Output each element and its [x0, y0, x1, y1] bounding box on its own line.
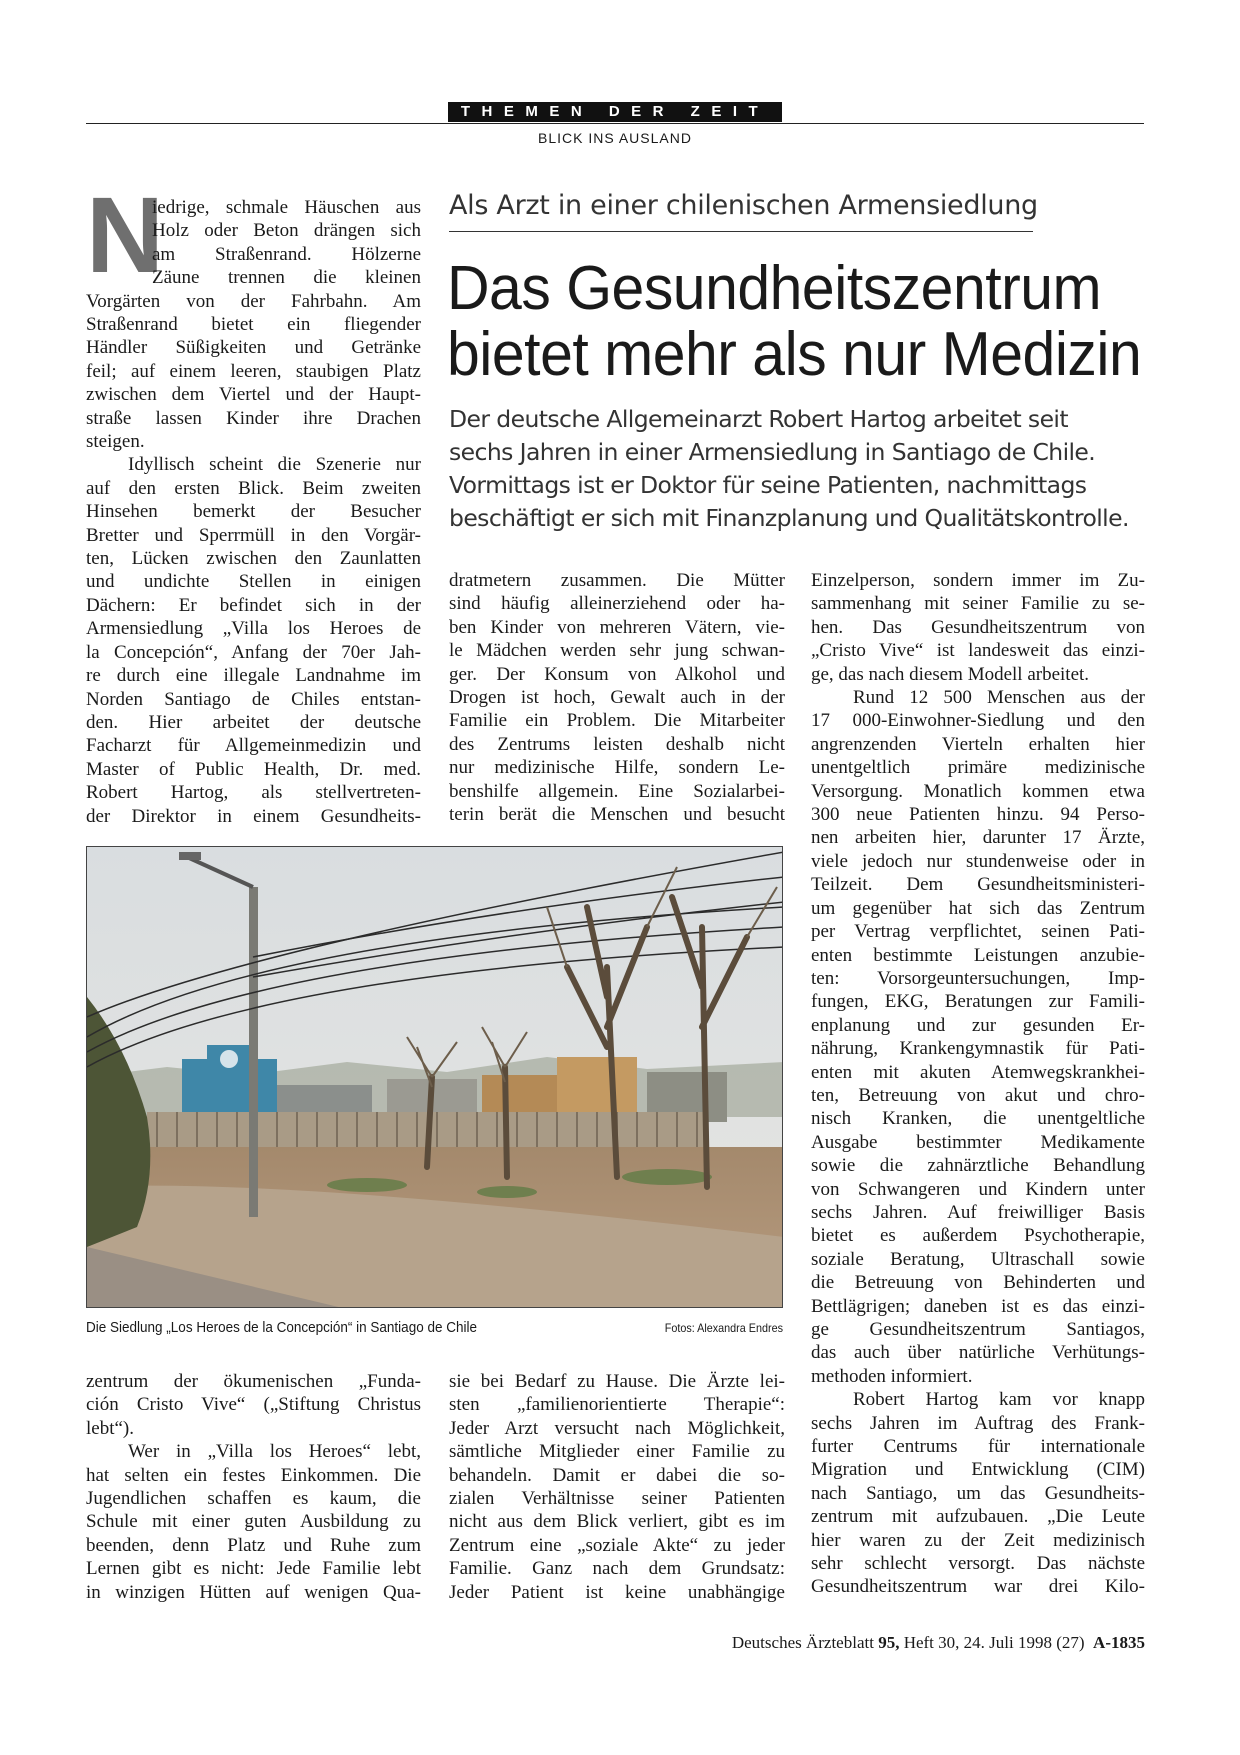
journal-name: Deutsches Ärzteblatt: [731, 1633, 874, 1652]
kicker-rule: [449, 231, 1033, 232]
text-line: in winzigen Hütten auf wenigen Qua-: [86, 1581, 421, 1603]
photo-caption: Die Siedlung „Los Heroes de la Concepción“ in Santiago de Chile: [86, 1319, 477, 1336]
text-line: Robert Hartog kam vor knapp: [853, 1389, 1145, 1411]
text-line: steigen.: [86, 431, 145, 453]
page-footer: [640, 1633, 1145, 1653]
text-line: Versorgung. Monatlich kommen etwa: [811, 780, 1145, 802]
text-line: ger. Der Konsum von Alkohol und: [449, 663, 785, 685]
text-line: Zentrum eine „soziale Akte“ zu jeder: [449, 1534, 785, 1556]
text-line: enten bestimmte Leistungen anzubie-: [811, 944, 1145, 966]
text-line: Facharzt für Allgemeinmedizin und: [86, 735, 421, 757]
text-line: viele jedoch nur stundenweise oder in: [811, 850, 1145, 872]
text-line: soziale Beratung, Ultraschall sowie: [811, 1248, 1145, 1270]
lede: [449, 403, 1149, 535]
text-line: enten mit akuten Atemwegskrankhei-: [811, 1061, 1145, 1083]
lede-line: Der deutsche Allgemeinarzt Robert Hartog arbeitet seit: [449, 405, 1068, 433]
column-1-intro: [152, 196, 421, 290]
text-line: bietet es außerdem Psychotherapie,: [811, 1225, 1145, 1247]
text-line: hat selten ein festes Einkommen. Die: [86, 1464, 421, 1486]
text-line: Bettlägrigen; daneben ist es das einzi-: [811, 1295, 1145, 1317]
text-line: Master of Public Health, Dr. med.: [86, 758, 421, 780]
text-line: nach Santiago, um das Gesundheits-: [811, 1482, 1145, 1504]
text-line: Wer in „Villa los Heroes“ lebt,: [128, 1441, 421, 1463]
text-line: sten „familienorientierte Therapie“:: [449, 1394, 785, 1416]
text-line: sowie die zahnärztliche Behandlung: [811, 1155, 1145, 1177]
section-label: THEMEN DER ZEIT: [448, 102, 782, 122]
text-line: straße lassen Kinder ihre Drachen: [86, 407, 421, 429]
text-line: des Zentrums leisten deshalb nicht: [449, 733, 785, 755]
text-line: nur medizinische Hilfe, sondern Le-: [449, 757, 785, 779]
text-line: hen. Das Gesundheitszentrum von: [811, 616, 1145, 638]
text-line: sehr schlecht versorgt. Das nächste: [811, 1553, 1145, 1575]
text-line: Hinsehen bemerkt der Besucher: [86, 501, 421, 523]
lede-line: beschäftigt er sich mit Finanzplanung und Qualitätskontrolle.: [449, 504, 1129, 532]
kicker: Als Arzt in einer chilenischen Armensiedlung: [449, 190, 1038, 221]
text-line: le Mädchen werden sehr jung schwan-: [449, 640, 785, 662]
text-line: Drogen ist hoch, Gewalt auch in der: [449, 687, 785, 709]
text-line: methoden informiert.: [811, 1365, 973, 1387]
text-line: Gesundheitszentrum war drei Kilo-: [811, 1576, 1145, 1598]
text-line: sechs Jahren. Auf freiwilliger Basis: [811, 1201, 1145, 1223]
text-line: sechs Jahren im Auftrag des Frank-: [811, 1412, 1145, 1434]
text-line: Familie ein Problem. Die Mitarbeiter: [449, 710, 785, 732]
text-line: von Schwangeren und Kindern unter: [811, 1178, 1145, 1200]
text-line: ten: Vorsorgeuntersuchungen, Imp-: [811, 967, 1145, 989]
text-line: auf den ersten Blick. Beim zweiten: [86, 477, 421, 499]
text-line: Vorgärten von der Fahrbahn. Am: [86, 290, 421, 312]
text-line: beenden, denn Platz und Ruhe zum: [86, 1534, 421, 1556]
lede-line: Vormittags ist er Doktor für seine Patienten, nachmittags: [449, 471, 1087, 499]
text-line: Straßenrand bietet ein fliegender: [86, 314, 421, 335]
text-line: hier waren zu der Zeit medizinisch: [811, 1529, 1145, 1551]
text-line: den. Hier arbeitet der deutsche: [86, 711, 421, 733]
text-line: Idyllisch scheint die Szenerie nur: [128, 454, 421, 476]
settlement-photo: [86, 846, 783, 1308]
text-line: Familie. Ganz nach dem Grundsatz:: [449, 1558, 785, 1580]
text-line: behandeln. Damit er dabei die so-: [449, 1464, 785, 1486]
text-line: Händler Süßigkeiten und Getränke: [86, 337, 421, 359]
text-line: Bretter und Sperrmüll in den Vorgär-: [86, 524, 421, 546]
volume: 95,: [878, 1633, 900, 1652]
text-line: angrenzenden Vierteln erhalten hier: [811, 733, 1145, 755]
text-line: nicht aus dem Blick verliert, gibt es im: [449, 1511, 785, 1533]
text-line: Einzelperson, sondern immer im Zu-: [811, 570, 1145, 591]
text-line: fungen, EKG, Beratungen zur Famili-: [811, 991, 1145, 1013]
column-1: [86, 290, 421, 828]
text-line: ge Gesundheitszentrum Santiagos,: [811, 1319, 1145, 1340]
text-line: zwischen dem Viertel und der Haupt-: [86, 384, 421, 406]
text-line: 17 000-Einwohner-Siedlung und den: [811, 710, 1145, 732]
headline-line: bietet mehr als nur Medizin: [447, 320, 1142, 389]
text-line: ten, Betreuung von akut und chro-: [811, 1084, 1145, 1106]
text-line: furter Centrums für internationale: [811, 1436, 1145, 1458]
text-line: Armensiedlung „Villa los Heroes de: [86, 618, 421, 640]
text-line: ben Kinder von mehreren Vätern, vie-: [449, 616, 785, 638]
text-line: das auch über natürliche Verhütungs-: [811, 1342, 1145, 1364]
text-line: enplanung und zur gesunden Er-: [811, 1014, 1145, 1036]
text-line: Norden Santiago de Chiles entstan-: [86, 688, 421, 710]
page-number: A-1835: [1093, 1633, 1145, 1652]
headline-line: Das Gesundheitszentrum: [447, 254, 1102, 323]
text-line: der Direktor in einem Gesundheits-: [86, 805, 421, 827]
text-line: sie bei Bedarf zu Hause. Die Ärzte lei-: [449, 1371, 785, 1392]
text-line: die Betreuung von Behinderten und: [811, 1272, 1145, 1294]
column-2: [449, 569, 785, 826]
text-line: ge, das nach diesem Modell arbeitet.: [811, 663, 1090, 685]
text-line: Zäune trennen die kleinen: [152, 267, 421, 289]
column-1-continued: [86, 1370, 421, 1604]
text-line: Ausgabe bestimmter Medikamente: [811, 1131, 1145, 1153]
text-line: ten, Lücken zwischen den Zaunlatten: [86, 548, 421, 570]
headline: [447, 254, 1142, 389]
text-line: Dächern: Er befindet sich in der: [86, 594, 421, 616]
section-subtitle: BLICK INS AUSLAND: [538, 130, 692, 146]
text-line: Rund 12 500 Menschen aus der: [853, 687, 1145, 709]
text-line: feil; auf einem leeren, staubigen Platz: [86, 360, 421, 382]
text-line: per Vertrag verpflichtet, seinen Pati-: [811, 921, 1145, 943]
text-line: zentrum mit aufzubauen. „Die Leute: [811, 1506, 1145, 1528]
text-line: terin berät die Menschen und besucht: [449, 804, 785, 826]
text-line: lebt“).: [86, 1417, 135, 1439]
text-line: am Straßenrand. Hölzerne: [152, 243, 421, 265]
text-line: nen arbeiten hier, darunter 17 Ärzte,: [811, 827, 1145, 849]
text-line: Migration und Entwicklung (CIM): [811, 1459, 1145, 1481]
text-line: Jugendlichen schaffen es kaum, die: [86, 1488, 421, 1510]
text-line: benshilfe allgemein. Eine Sozialarbei-: [449, 780, 785, 802]
text-line: um gegenüber hat sich das Zentrum: [811, 897, 1145, 919]
column-3: [811, 569, 1145, 1599]
text-line: 300 neue Patienten hinzu. 94 Perso-: [811, 804, 1145, 826]
text-line: nährung, Krankengymnastik für Pati-: [811, 1038, 1145, 1060]
text-line: Schule mit einer guten Ausbildung zu: [86, 1511, 421, 1533]
header-rule: [86, 123, 1144, 124]
issue-info: Heft 30, 24. Juli 1998 (27): [903, 1633, 1085, 1652]
text-line: sind häufig alleinerziehend oder ha-: [449, 593, 785, 615]
text-line: ción Cristo Vive“ („Stiftung Christus: [86, 1394, 421, 1416]
text-line: sämtliche Mitglieder einer Familie zu: [449, 1441, 785, 1463]
text-line: unentgeltlich primäre medizinische: [811, 757, 1145, 779]
text-line: dratmetern zusammen. Die Mütter: [449, 570, 785, 591]
text-line: zialen Verhältnisse seiner Patienten: [449, 1488, 785, 1510]
column-2-continued: [449, 1370, 785, 1604]
text-line: sammenhang mit seiner Familie zu se-: [811, 593, 1145, 615]
drop-cap: N: [86, 174, 164, 295]
text-line: Jeder Patient ist keine unabhängige: [449, 1581, 785, 1603]
text-line: und undichte Stellen in einigen: [86, 571, 421, 593]
text-line: Jeder Arzt versucht nach Möglichkeit,: [449, 1417, 785, 1439]
text-line: la Concepción“, Anfang der 70er Jah-: [86, 641, 421, 663]
text-line: Robert Hartog, als stellvertreten-: [86, 782, 421, 804]
text-line: Lernen gibt es nicht: Jede Familie lebt: [86, 1558, 421, 1580]
photo-credit: Fotos: Alexandra Endres: [664, 1321, 783, 1335]
text-line: iedrige, schmale Häuschen aus: [152, 197, 421, 218]
text-line: Holz oder Beton drängen sich: [152, 220, 421, 242]
text-line: „Cristo Vive“ ist landesweit das einzi-: [811, 640, 1145, 662]
text-line: Teilzeit. Dem Gesundheitsministeri-: [811, 874, 1145, 896]
lede-line: sechs Jahren in einer Armensiedlung in Santiago de Chile.: [449, 438, 1096, 466]
text-line: re durch eine illegale Landnahme im: [86, 665, 421, 687]
text-line: zentrum der ökumenischen „Funda-: [86, 1371, 421, 1392]
text-line: nisch Kranken, die unentgeltliche: [811, 1108, 1145, 1130]
